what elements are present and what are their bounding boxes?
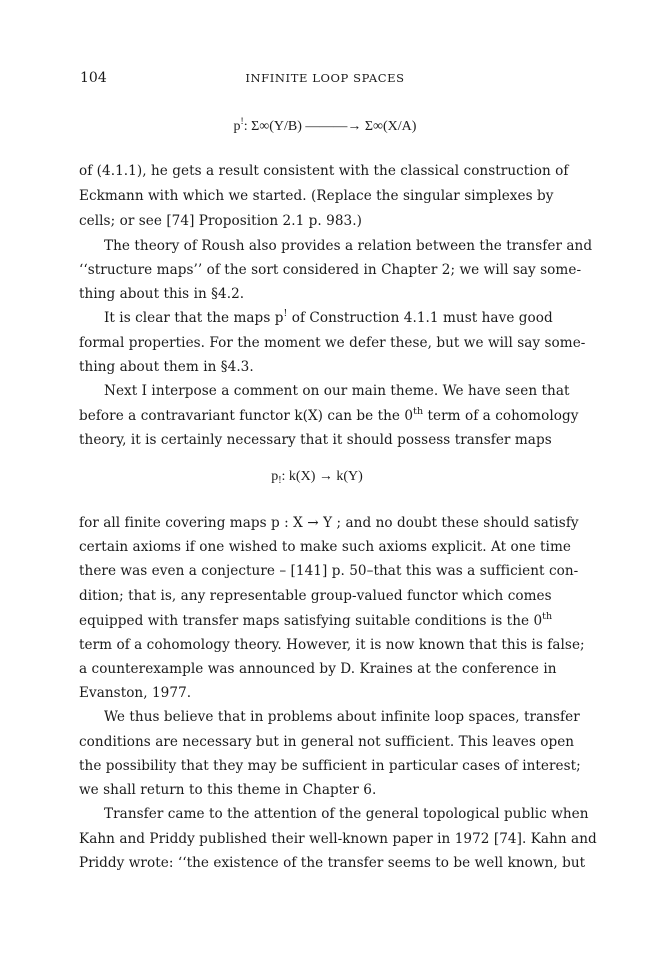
text-line: certain axioms if one wished to make such axioms explicit. At one time bbox=[79, 539, 571, 555]
text-line: thing about this in §4.2. bbox=[79, 286, 245, 302]
text-segment: equipped with transfer maps satisfying suitable conditions is the 0 bbox=[79, 613, 543, 629]
text-line: of (4.1.1), he gets a result consistent with the classical construction of bbox=[79, 163, 569, 179]
text-line: thing about them in §4.3. bbox=[79, 359, 254, 375]
text-line: Next I interpose a comment on our main theme. We have seen that bbox=[104, 383, 570, 399]
text-line: cells; or see [74] Proposition 2.1 p. 983.) bbox=[79, 213, 362, 229]
formula-shriek: ! bbox=[240, 117, 244, 127]
text-line: Evanston, 1977. bbox=[79, 685, 192, 701]
superscript-th: th bbox=[542, 611, 553, 622]
text-line: for all finite covering maps p : X → Y ; and no doubt these should satisfy bbox=[79, 515, 579, 531]
text-line bbox=[104, 307, 574, 329]
formula-body: : Σ∞(Y/B) ———→ Σ∞(X/A) bbox=[243, 119, 417, 134]
page-number: 104 bbox=[80, 70, 107, 86]
text-line: Eckmann with which we started. (Replace the singular simplexes by bbox=[79, 188, 554, 204]
text-line: ‘‘structure maps’’ of the sort considered in Chapter 2; we will say some- bbox=[79, 262, 582, 278]
text-line: theory, it is certainly necessary that it should possess transfer maps bbox=[79, 432, 552, 448]
running-title: INFINITE LOOP SPACES bbox=[245, 71, 405, 85]
superscript-th: th bbox=[413, 406, 424, 417]
text-segment: before a contravariant functor k(X) can be the 0 bbox=[79, 408, 414, 424]
text-segment: It is clear that the maps p bbox=[104, 310, 284, 326]
text-line bbox=[79, 405, 579, 427]
page-header bbox=[80, 70, 570, 90]
text-line: Kahn and Priddy published their well-known paper in 1972 [74]. Kahn and bbox=[79, 831, 597, 847]
display-formula-transfer-map bbox=[0, 119, 650, 135]
formula-shriek: ! bbox=[278, 475, 282, 486]
text-line: the possibility that they may be sufficient in particular cases of interest; bbox=[79, 758, 581, 774]
text-line: a counterexample was announced by D. Kraines at the conference in bbox=[79, 661, 557, 677]
text-line: We thus believe that in problems about infinite loop spaces, transfer bbox=[104, 709, 580, 725]
text-line: conditions are necessary but in general not sufficient. This leaves open bbox=[79, 734, 575, 750]
text-line: dition; that is, any representable group-valued functor which comes bbox=[79, 588, 552, 604]
text-segment: of Construction 4.1.1 must have good bbox=[287, 310, 553, 326]
text-line: term of a cohomology theory. However, it is now known that this is false; bbox=[79, 637, 585, 653]
formula-map-name: p bbox=[271, 469, 279, 484]
text-segment: term of a cohomology bbox=[423, 408, 579, 424]
text-line: Transfer came to the attention of the general topological public when bbox=[104, 806, 589, 822]
display-formula-transfer-k bbox=[0, 469, 642, 485]
formula-map-name: p bbox=[233, 119, 241, 134]
text-line: The theory of Roush also provides a relation between the transfer and bbox=[104, 238, 593, 254]
text-line: we shall return to this theme in Chapter 6. bbox=[79, 782, 377, 798]
formula-body: : k(X) → k(Y) bbox=[281, 469, 363, 484]
text-line: formal properties. For the moment we defer these, but we will say some- bbox=[79, 335, 586, 351]
shriek-superscript: ! bbox=[283, 308, 288, 319]
text-line: there was even a conjecture – [141] p. 50–that this was a sufficient con- bbox=[79, 563, 579, 579]
text-line: Priddy wrote: ‘‘the existence of the transfer seems to be well known, but bbox=[79, 855, 586, 871]
text-line bbox=[79, 610, 579, 632]
